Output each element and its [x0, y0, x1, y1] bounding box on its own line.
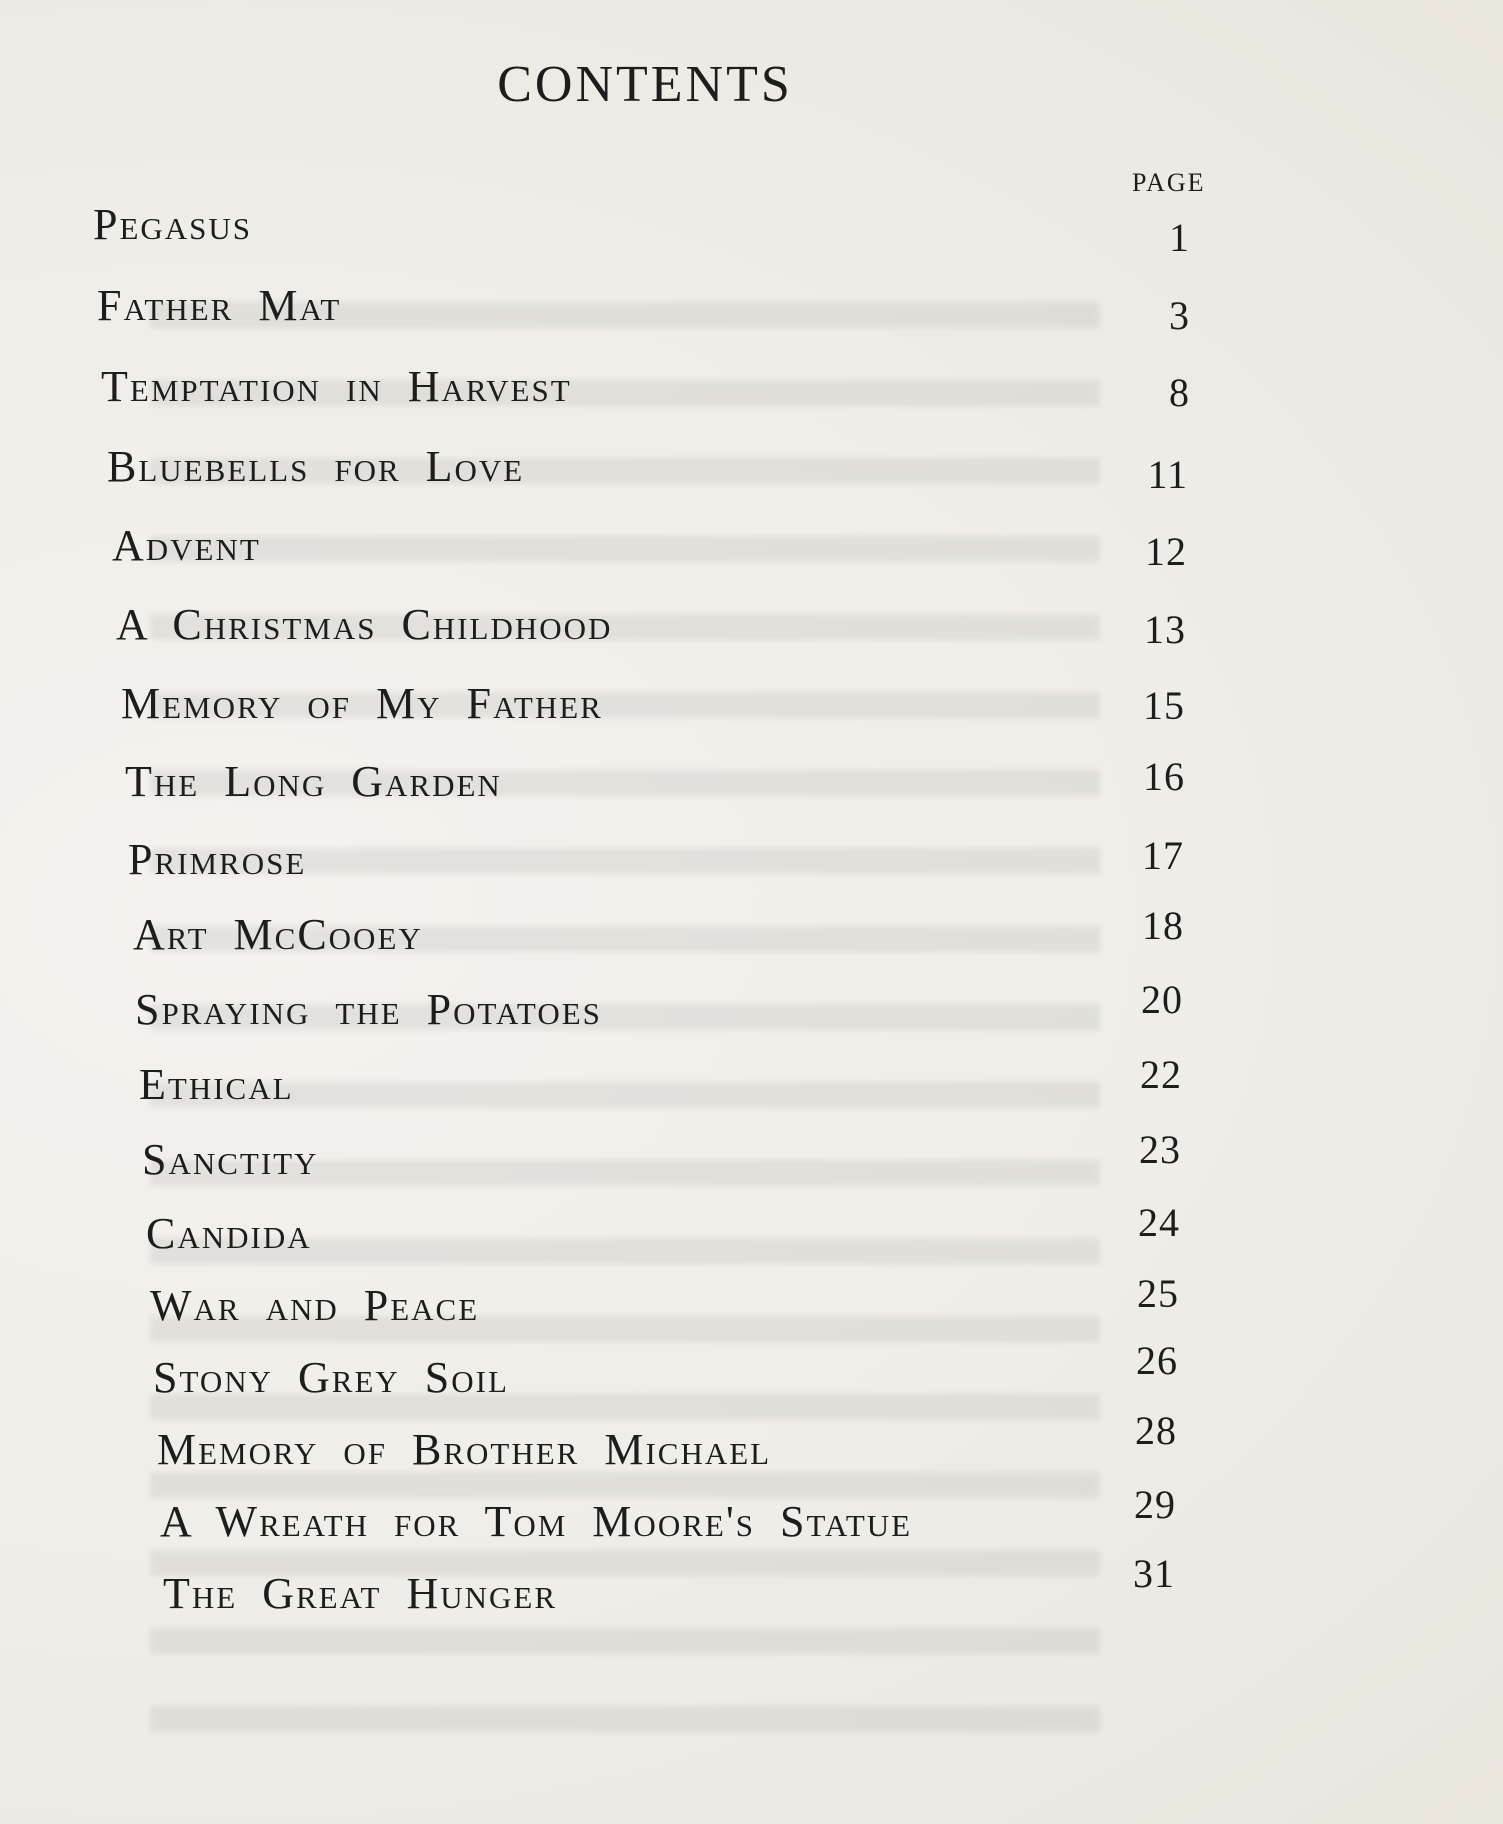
entry-page-number: 29	[1134, 1482, 1176, 1527]
entry-title: The Great Hunger	[163, 1569, 558, 1618]
entry-title: War and Peace	[150, 1281, 480, 1330]
entry-title: Sanctity	[142, 1135, 319, 1184]
entry-page-number: 24	[1138, 1200, 1180, 1245]
entry-page-number: 22	[1140, 1052, 1182, 1097]
page-column-label: PAGE	[1132, 168, 1206, 197]
entry-title: Ethical	[139, 1060, 294, 1109]
entry-page-number: 18	[1142, 903, 1184, 948]
entry-title: The Long Garden	[125, 757, 502, 806]
entry-page-number: 15	[1143, 683, 1185, 728]
entry-page-number: 28	[1135, 1408, 1177, 1453]
entry-title: Stony Grey Soil	[153, 1353, 509, 1402]
entry-title: Spraying the Potatoes	[135, 985, 602, 1034]
entry-page-number: 1	[1169, 215, 1190, 260]
entry-page-number: 20	[1141, 977, 1183, 1022]
entry-title: Art McCooey	[133, 910, 423, 959]
entry-title: Pegasus	[93, 200, 253, 249]
entry-title: Memory of My Father	[121, 679, 603, 728]
contents-heading: CONTENTS	[497, 56, 793, 113]
entry-title: A Wreath for Tom Moore's Statue	[160, 1497, 913, 1546]
entry-title: Temptation in Harvest	[101, 362, 572, 411]
entry-title: A Christmas Childhood	[116, 600, 613, 649]
entry-page-number: 31	[1133, 1551, 1175, 1596]
entry-page-number: 23	[1139, 1127, 1181, 1172]
entry-page-number: 8	[1169, 370, 1190, 415]
entry-page-number: 26	[1136, 1338, 1178, 1383]
entry-title: Advent	[112, 521, 261, 570]
entry-title: Candida	[146, 1209, 312, 1258]
entry-title: Bluebells for Love	[107, 442, 525, 491]
entry-title: Father Mat	[97, 281, 342, 330]
entry-title: Memory of Brother Michael	[157, 1425, 772, 1474]
entry-page-number: 13	[1144, 607, 1186, 652]
entry-page-number: 12	[1145, 529, 1187, 574]
entry-page-number: 11	[1147, 452, 1188, 497]
entry-page-number: 25	[1137, 1271, 1179, 1316]
entry-page-number: 3	[1169, 293, 1190, 338]
entry-page-number: 16	[1143, 754, 1185, 799]
entry-title: Primrose	[128, 835, 307, 884]
entry-page-number: 17	[1142, 833, 1184, 878]
